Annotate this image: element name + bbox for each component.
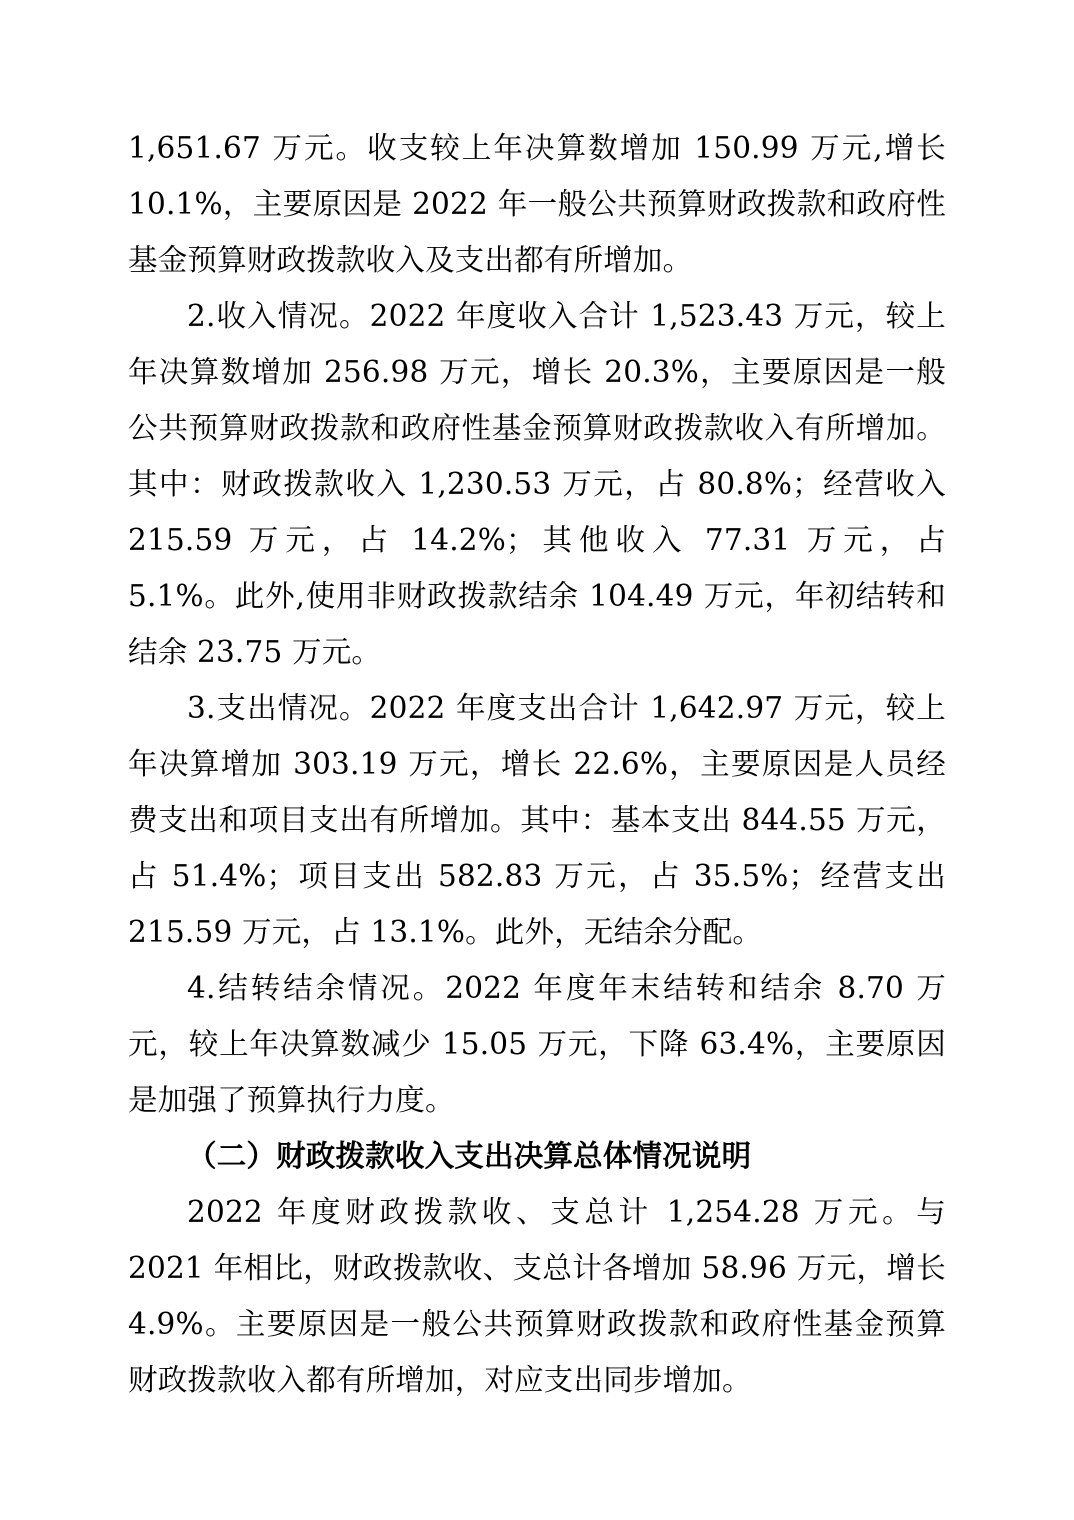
paragraph-appropriation: 2022 年度财政拨款收、支总计 1,254.28 万元。与 2021 年相比，财政拨款收、支总计各增加 58.96 万元，增长 4.9%。主要原因是一般公共预算财政拨款和政府性基金预算财政拨款收入都有所增加，对应支出同步增加。: [128, 1195, 946, 1397]
paragraph-income: 2.收入情况。2022 年度收入合计 1,523.43 万元，较上年决算数增加 256.98 万元，增长 20.3%，主要原因是一般公共预算财政拨款和政府性基金预算财政拨款收入有所增加。其中：财政拨款收入 1,230.53 万元，占 80.8%；经营收入 215.59 万元，占 14.2%；其他收入 77.31 万元，占 5.1%。此外,使用非财政拨款结余 104.49 万元，年初结转和结余 23.75 万元。: [128, 299, 946, 669]
paragraph-continued-total: 1,651.67 万元。收支较上年决算数增加 150.99 万元,增长 10.1%，主要原因是 2022 年一般公共预算财政拨款和政府性基金预算财政拨款收入及支出都有所增加。: [128, 131, 946, 277]
document-body: [128, 120, 946, 1408]
paragraph-carryover: 4.结转结余情况。2022 年度年末结转和结余 8.70 万元，较上年决算数减少 15.05 万元，下降 63.4%，主要原因是加强了预算执行力度。: [128, 971, 946, 1117]
section-heading-two: （二）财政拨款收入支出决算总体情况说明: [187, 1138, 752, 1173]
paragraph-expenditure: 3.支出情况。2022 年度支出合计 1,642.97 万元，较上年决算增加 303.19 万元，增长 22.6%，主要原因是人员经费支出和项目支出有所增加。其中：基本支出 844.55 万元，占 51.4%；项目支出 582.83 万元，占 35.5%；经营支出 215.59 万元，占 13.1%。此外，无结余分配。: [128, 691, 946, 949]
